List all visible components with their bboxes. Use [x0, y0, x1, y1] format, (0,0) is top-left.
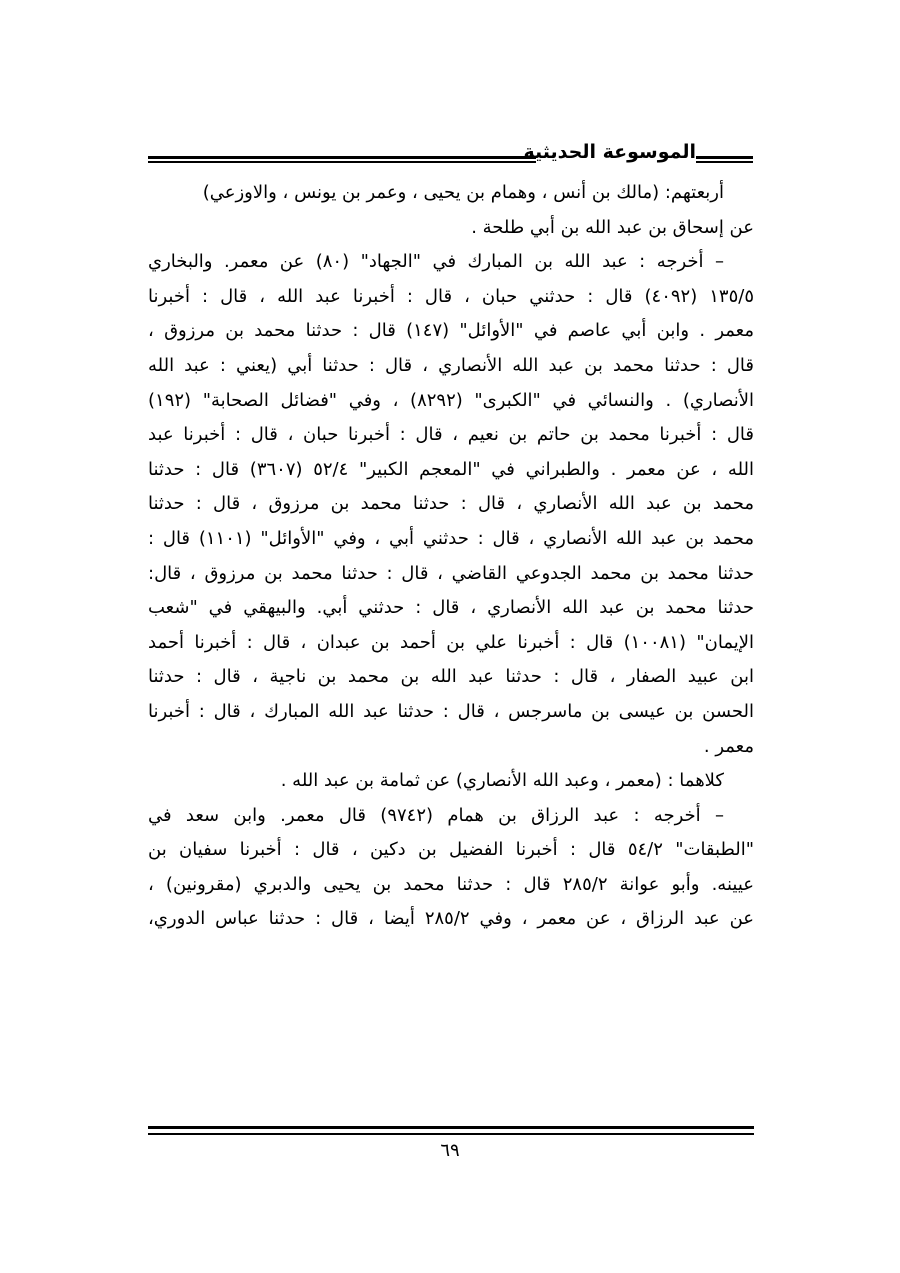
- page-number: ٦٩: [440, 1140, 460, 1161]
- text-line: الإيمان" (١٠٠٨١) قال : أخبرنا علي بن أحمد بن عبدان ، قال : أخبرنا أحمد: [148, 631, 754, 653]
- text-line: معمر .: [703, 735, 754, 757]
- text-line: قال : حدثنا محمد بن عبد الله الأنصاري ، قال : حدثنا أبي (يعني : عبد الله: [148, 354, 754, 376]
- text-line: حدثنا محمد بن عبد الله الأنصاري ، قال : حدثني أبي. والبيهقي في "شعب: [148, 597, 754, 619]
- text-line: أربعتهم: (مالك بن أنس ، وهمام بن يحيى ، وعمر بن يونس ، والاوزعي): [202, 182, 724, 203]
- text-line: عن إسحاق بن عبد الله بن أبي طلحة .: [471, 216, 754, 238]
- text-line: معمر . وابن أبي عاصم في "الأوائل" (١٤٧) قال : حدثنا محمد بن مرزوق ،: [148, 320, 754, 342]
- header-rule: [696, 161, 753, 163]
- text-line: الحسن بن عيسى بن ماسرجس ، قال : حدثنا عبد الله المبارك ، قال : أخبرنا: [148, 700, 754, 722]
- text-line: محمد بن عبد الله الأنصاري ، قال : حدثنا محمد بن مرزوق ، قال : حدثنا: [148, 493, 754, 515]
- text-line: الأنصاري) . والنسائي في "الكبرى" (٨٢٩٢) ، وفي "فضائل الصحابة" (١٩٢): [148, 389, 754, 411]
- header-rule: [148, 156, 536, 159]
- text-line: "الطبقات" ٥٤/٢ قال : أخبرنا الفضيل بن دكين ، قال : أخبرنا سفيان بن: [148, 839, 754, 861]
- text-line: الله ، عن معمر . والطبراني في "المعجم الكبير" ٥٢/٤ (٣٦٠٧) قال : حدثنا: [148, 458, 754, 480]
- text-line: عن عبد الرزاق ، عن معمر ، وفي ٢٨٥/٢ أيضا ، قال : حدثنا عباس الدوري،: [148, 908, 754, 930]
- header-rule: [148, 161, 536, 163]
- text-line: عيينه. وأبو عوانة ٢٨٥/٢ قال : حدثنا محمد بن يحيى والدبري (مقرونين) ،: [148, 873, 754, 895]
- header-rule: [696, 156, 753, 159]
- text-line: – أخرجه : عبد الله بن المبارك في "الجهاد" (٨٠) عن معمر. والبخاري: [148, 251, 724, 273]
- page-body: [148, 176, 754, 937]
- text-line: – أخرجه : عبد الرزاق بن همام (٩٧٤٢) قال معمر. وابن سعد في: [148, 804, 724, 826]
- text-line: ١٣٥/٥ (٤٠٩٢) قال : حدثني حبان ، قال : أخبرنا عبد الله ، قال : أخبرنا: [148, 285, 754, 307]
- text-line: ابن عبيد الصفار ، قال : حدثنا عبد الله بن محمد بن ناجية ، قال : حدثنا: [148, 666, 754, 688]
- text-line: حدثنا محمد بن محمد الجدوعي القاضي ، قال : حدثنا محمد بن مرزوق ، قال:: [148, 562, 754, 584]
- text-line: كلاهما : (معمر ، وعبد الله الأنصاري) عن ثمامة بن عبد الله .: [280, 770, 724, 792]
- text-line: محمد بن عبد الله الأنصاري ، قال : حدثني أبي ، وفي "الأوائل" (١١٠١) قال :: [148, 527, 754, 549]
- header-title: الموسوعة الحديثية: [523, 141, 696, 163]
- page-header: [148, 139, 753, 179]
- footer-rule: [148, 1133, 754, 1135]
- text-line: قال : أخبرنا محمد بن حاتم بن نعيم ، قال : أخبرنا حبان ، قال : أخبرنا عبد: [148, 424, 754, 446]
- footer-rule: [148, 1126, 754, 1129]
